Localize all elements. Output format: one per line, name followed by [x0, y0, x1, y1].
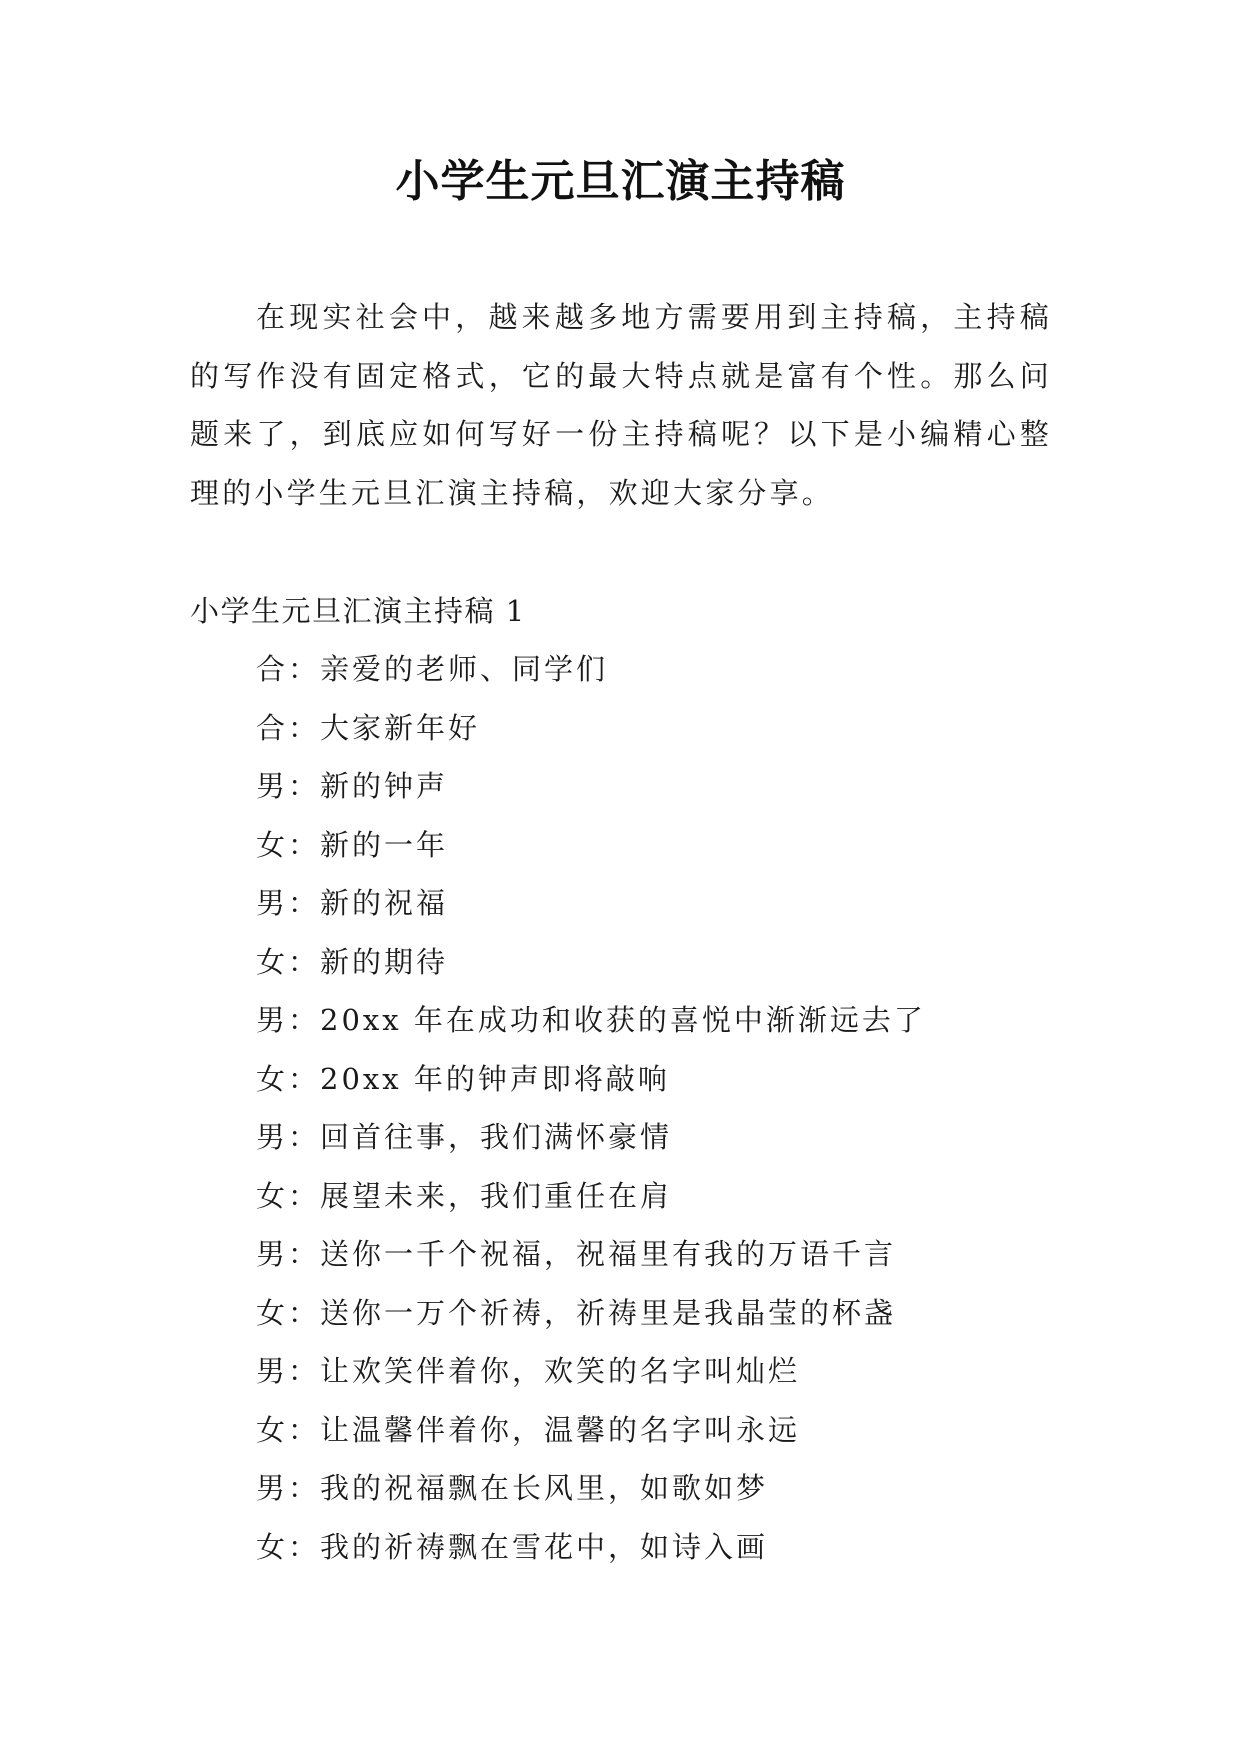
dialogue-line: 男：让欢笑伴着你，欢笑的名字叫灿烂: [256, 1354, 801, 1388]
dialogue-line: 女：送你一万个祈祷，祈祷里是我晶莹的杯盏: [256, 1295, 897, 1330]
dialogue-line: 男：20xx 年在成功和收获的喜悦中渐渐远去了: [256, 1003, 926, 1037]
document-title: 小学生元旦汇演主持稿: [395, 156, 846, 207]
dialogue-line: 女：展望未来，我们重任在肩: [256, 1178, 673, 1213]
dialogue-line: 男：回首往事，我们满怀豪情: [256, 1120, 673, 1154]
intro-paragraph: 在现实社会中，越来越多地方需要用到主持稿，主持稿的写作没有固定格式，它的最大特点就是富有个性。那么问题来了，到底应如何写好一份主持稿呢？以下是小编精心整理的小学生元旦汇演主持稿，欢迎大家分享。: [190, 300, 1052, 510]
dialogue-line: 合：大家新年好: [256, 710, 481, 745]
dialogue-line: 女：20xx 年的钟声即将敲响: [256, 1061, 670, 1096]
dialogue-line: 女：新的一年: [256, 827, 449, 862]
dialogue-line: 女：我的祈祷飘在雪花中，如诗入画: [256, 1529, 769, 1564]
dialogue-line: 女：让温馨伴着你，温馨的名字叫永远: [256, 1412, 801, 1447]
dialogue-line: 女：新的期待: [256, 944, 449, 979]
dialogue-line: 男：新的祝福: [256, 886, 449, 920]
dialogue-line: 男：新的钟声: [256, 769, 449, 803]
section-heading: 小学生元旦汇演主持稿 1: [190, 594, 526, 628]
dialogue-list: [256, 640, 926, 1576]
dialogue-line: 男：我的祝福飘在长风里，如歌如梦: [256, 1471, 769, 1505]
dialogue-line: 男：送你一千个祝福，祝福里有我的万语千言: [256, 1237, 897, 1271]
dialogue-line: 合：亲爱的老师、同学们: [256, 652, 609, 686]
